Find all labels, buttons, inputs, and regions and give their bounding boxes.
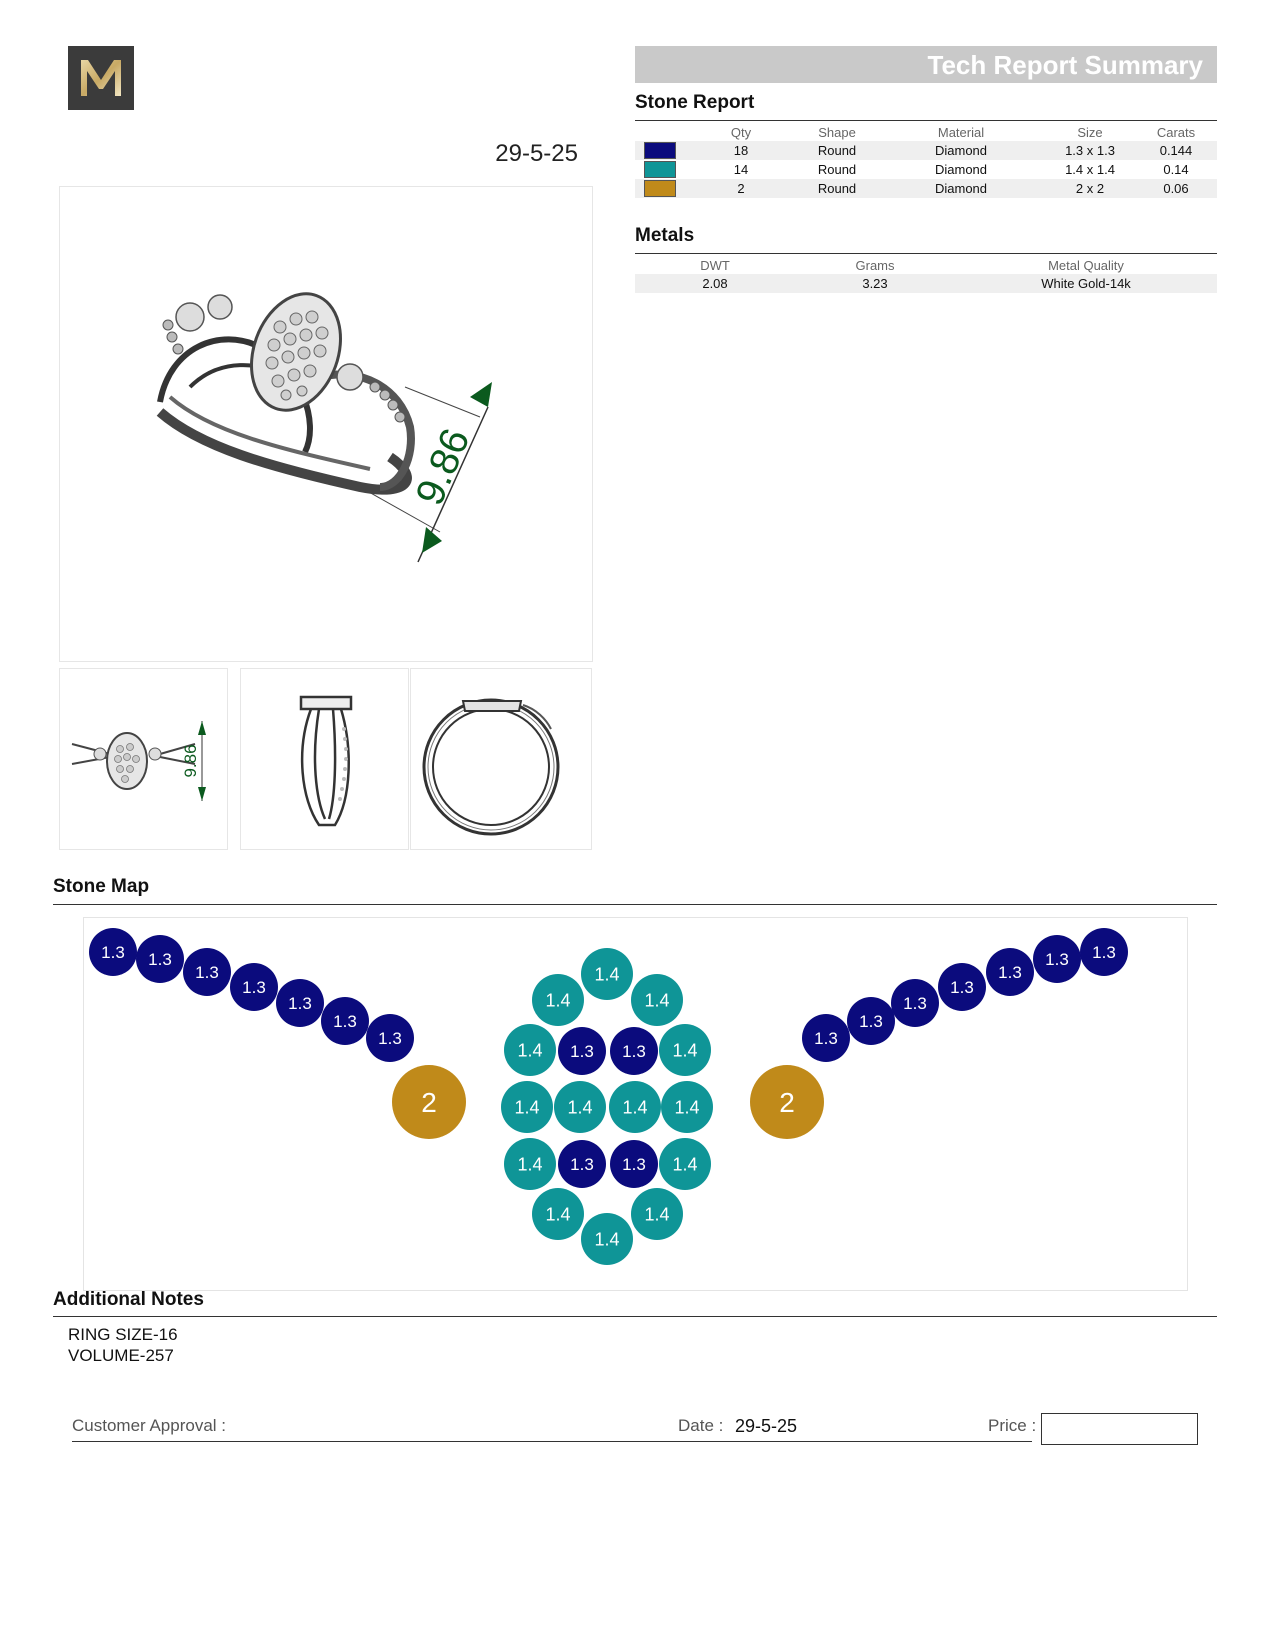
stone-1-4 <box>504 1138 556 1190</box>
col-metal-quality: Metal Quality <box>1048 257 1124 273</box>
stone-size-label: 1.3 <box>1045 950 1069 970</box>
metals-table <box>635 256 1217 293</box>
col-qty: Qty <box>730 124 752 140</box>
top-dimension-label: 9.86 <box>181 744 200 778</box>
side-view-thumbnail <box>240 668 409 850</box>
stone-1-3 <box>183 948 231 996</box>
stone-size-label: 1.3 <box>859 1012 883 1032</box>
ring-top-view-render <box>60 669 227 849</box>
main-dimension-label: 9.86 <box>407 422 479 512</box>
stone-size-label: 1.4 <box>517 1040 543 1061</box>
stone-1-3 <box>610 1140 658 1188</box>
stone-size-label: 1.3 <box>101 943 125 963</box>
stone-size-label: 1.4 <box>644 1204 670 1225</box>
col-grams: Grams <box>855 257 895 273</box>
notes-title: Additional Notes <box>53 1289 204 1310</box>
stone-size-label: 1.4 <box>672 1040 698 1061</box>
note-ring-size: RING SIZE-16 <box>68 1325 178 1344</box>
stone-size-label: 1.4 <box>545 990 571 1011</box>
stone-size-label: 1.4 <box>674 1097 700 1118</box>
col-shape: Shape <box>818 124 856 140</box>
stone-2 <box>750 1065 824 1139</box>
stone-1-4 <box>532 974 584 1026</box>
ring-side-view-render <box>241 669 408 849</box>
company-logo <box>68 46 134 110</box>
stone-1-3 <box>891 979 939 1027</box>
stone-1-3 <box>610 1027 658 1075</box>
stone-report-table <box>635 123 1217 198</box>
stone-1-3 <box>558 1140 606 1188</box>
stone-map-title: Stone Map <box>53 876 150 897</box>
stone-1-3 <box>230 963 278 1011</box>
stone-1-4 <box>581 1213 633 1265</box>
stone-1-3 <box>276 979 324 1027</box>
table-row: 2.08 3.23 White Gold-14k <box>635 274 1217 293</box>
stone-size-label: 1.4 <box>567 1097 593 1118</box>
stone-1-3 <box>366 1014 414 1062</box>
stone-size-label: 1.4 <box>517 1154 543 1175</box>
stone-1-3 <box>986 948 1034 996</box>
stone-size-label: 1.4 <box>644 990 670 1011</box>
stone-1-3 <box>321 997 369 1045</box>
col-dwt: DWT <box>700 257 730 273</box>
stone-1-3 <box>558 1027 606 1075</box>
stone-1-4 <box>581 948 633 1000</box>
metals-rule <box>635 253 1217 254</box>
stone-1-3 <box>938 963 986 1011</box>
stone-size-label: 1.4 <box>622 1097 648 1118</box>
stone-size-label: 1.3 <box>195 963 219 983</box>
stone-1-4 <box>554 1081 606 1133</box>
date-label: Date : <box>678 1416 724 1435</box>
stone-size-label: 1.3 <box>242 978 266 998</box>
stone-1-4 <box>609 1081 661 1133</box>
price-label: Price : <box>988 1416 1037 1435</box>
stone-map-diagram <box>84 918 1187 1290</box>
stone-1-3 <box>136 935 184 983</box>
col-material: Material <box>937 124 985 140</box>
stone-size-label: 1.3 <box>622 1155 646 1175</box>
stone-size-label: 1.3 <box>622 1042 646 1062</box>
stone-size-label: 1.3 <box>998 963 1022 983</box>
stone-1-4 <box>501 1081 553 1133</box>
stone-map-frame <box>83 917 1188 1291</box>
stone-1-4 <box>659 1024 711 1076</box>
stone-1-3 <box>89 928 137 976</box>
report-date: 29-5-25 <box>495 140 578 167</box>
stone-size-label: 1.3 <box>378 1029 402 1049</box>
table-row: 18 Round Diamond 1.3 x 1.3 0.144 <box>635 141 1217 160</box>
stone-map-rule <box>53 904 1217 905</box>
logo-m-mark <box>68 46 134 110</box>
stone-size-label: 1.3 <box>288 994 312 1014</box>
top-view-thumbnail <box>59 668 228 850</box>
stone-1-3 <box>1033 935 1081 983</box>
stone-size-label: 1.3 <box>950 978 974 998</box>
stone-size-label: 2 <box>421 1087 437 1119</box>
color-swatch <box>644 180 676 197</box>
main-ring-view <box>59 186 593 662</box>
header-bar <box>635 46 1217 83</box>
stone-size-label: 1.4 <box>594 964 620 985</box>
stone-1-4 <box>631 974 683 1026</box>
stone-report-rule <box>635 120 1217 121</box>
stone-1-4 <box>659 1138 711 1190</box>
front-view-thumbnail <box>410 668 592 850</box>
notes-rule <box>53 1316 1217 1317</box>
stone-size-label: 1.3 <box>570 1155 594 1175</box>
page-title: Tech Report Summary <box>927 50 1203 80</box>
stone-1-4 <box>504 1024 556 1076</box>
ring-front-view-render <box>411 669 591 849</box>
col-size: Size <box>1077 124 1103 140</box>
note-volume: VOLUME-257 <box>68 1346 174 1365</box>
color-swatch <box>644 142 676 159</box>
stone-size-label: 1.3 <box>1092 943 1116 963</box>
table-row: 2 Round Diamond 2 x 2 0.06 <box>635 179 1217 198</box>
ring-perspective-render <box>60 187 592 661</box>
stone-size-label: 1.3 <box>570 1042 594 1062</box>
stone-size-label: 1.4 <box>672 1154 698 1175</box>
stone-size-label: 1.3 <box>333 1012 357 1032</box>
table-row: 14 Round Diamond 1.4 x 1.4 0.14 <box>635 160 1217 179</box>
stone-size-label: 1.4 <box>545 1204 571 1225</box>
col-carats: Carats <box>1156 124 1196 140</box>
stone-1-4 <box>631 1188 683 1240</box>
stone-report-title: Stone Report <box>635 92 755 113</box>
customer-approval-label: Customer Approval : <box>72 1416 227 1435</box>
stone-1-3 <box>1080 928 1128 976</box>
price-input-box[interactable] <box>1041 1413 1198 1445</box>
stone-size-label: 1.3 <box>814 1029 838 1049</box>
stone-size-label: 1.4 <box>514 1097 540 1118</box>
stone-1-4 <box>661 1081 713 1133</box>
stone-2 <box>392 1065 466 1139</box>
stone-1-3 <box>802 1014 850 1062</box>
stone-size-label: 1.3 <box>903 994 927 1014</box>
stone-size-label: 1.3 <box>148 950 172 970</box>
stone-1-4 <box>532 1188 584 1240</box>
metals-title: Metals <box>635 225 695 246</box>
color-swatch <box>644 161 676 178</box>
stone-1-3 <box>847 997 895 1045</box>
stone-size-label: 2 <box>779 1087 795 1119</box>
approval-line <box>72 1441 1032 1442</box>
approval-date-value: 29-5-25 <box>735 1416 798 1436</box>
stone-size-label: 1.4 <box>594 1229 620 1250</box>
